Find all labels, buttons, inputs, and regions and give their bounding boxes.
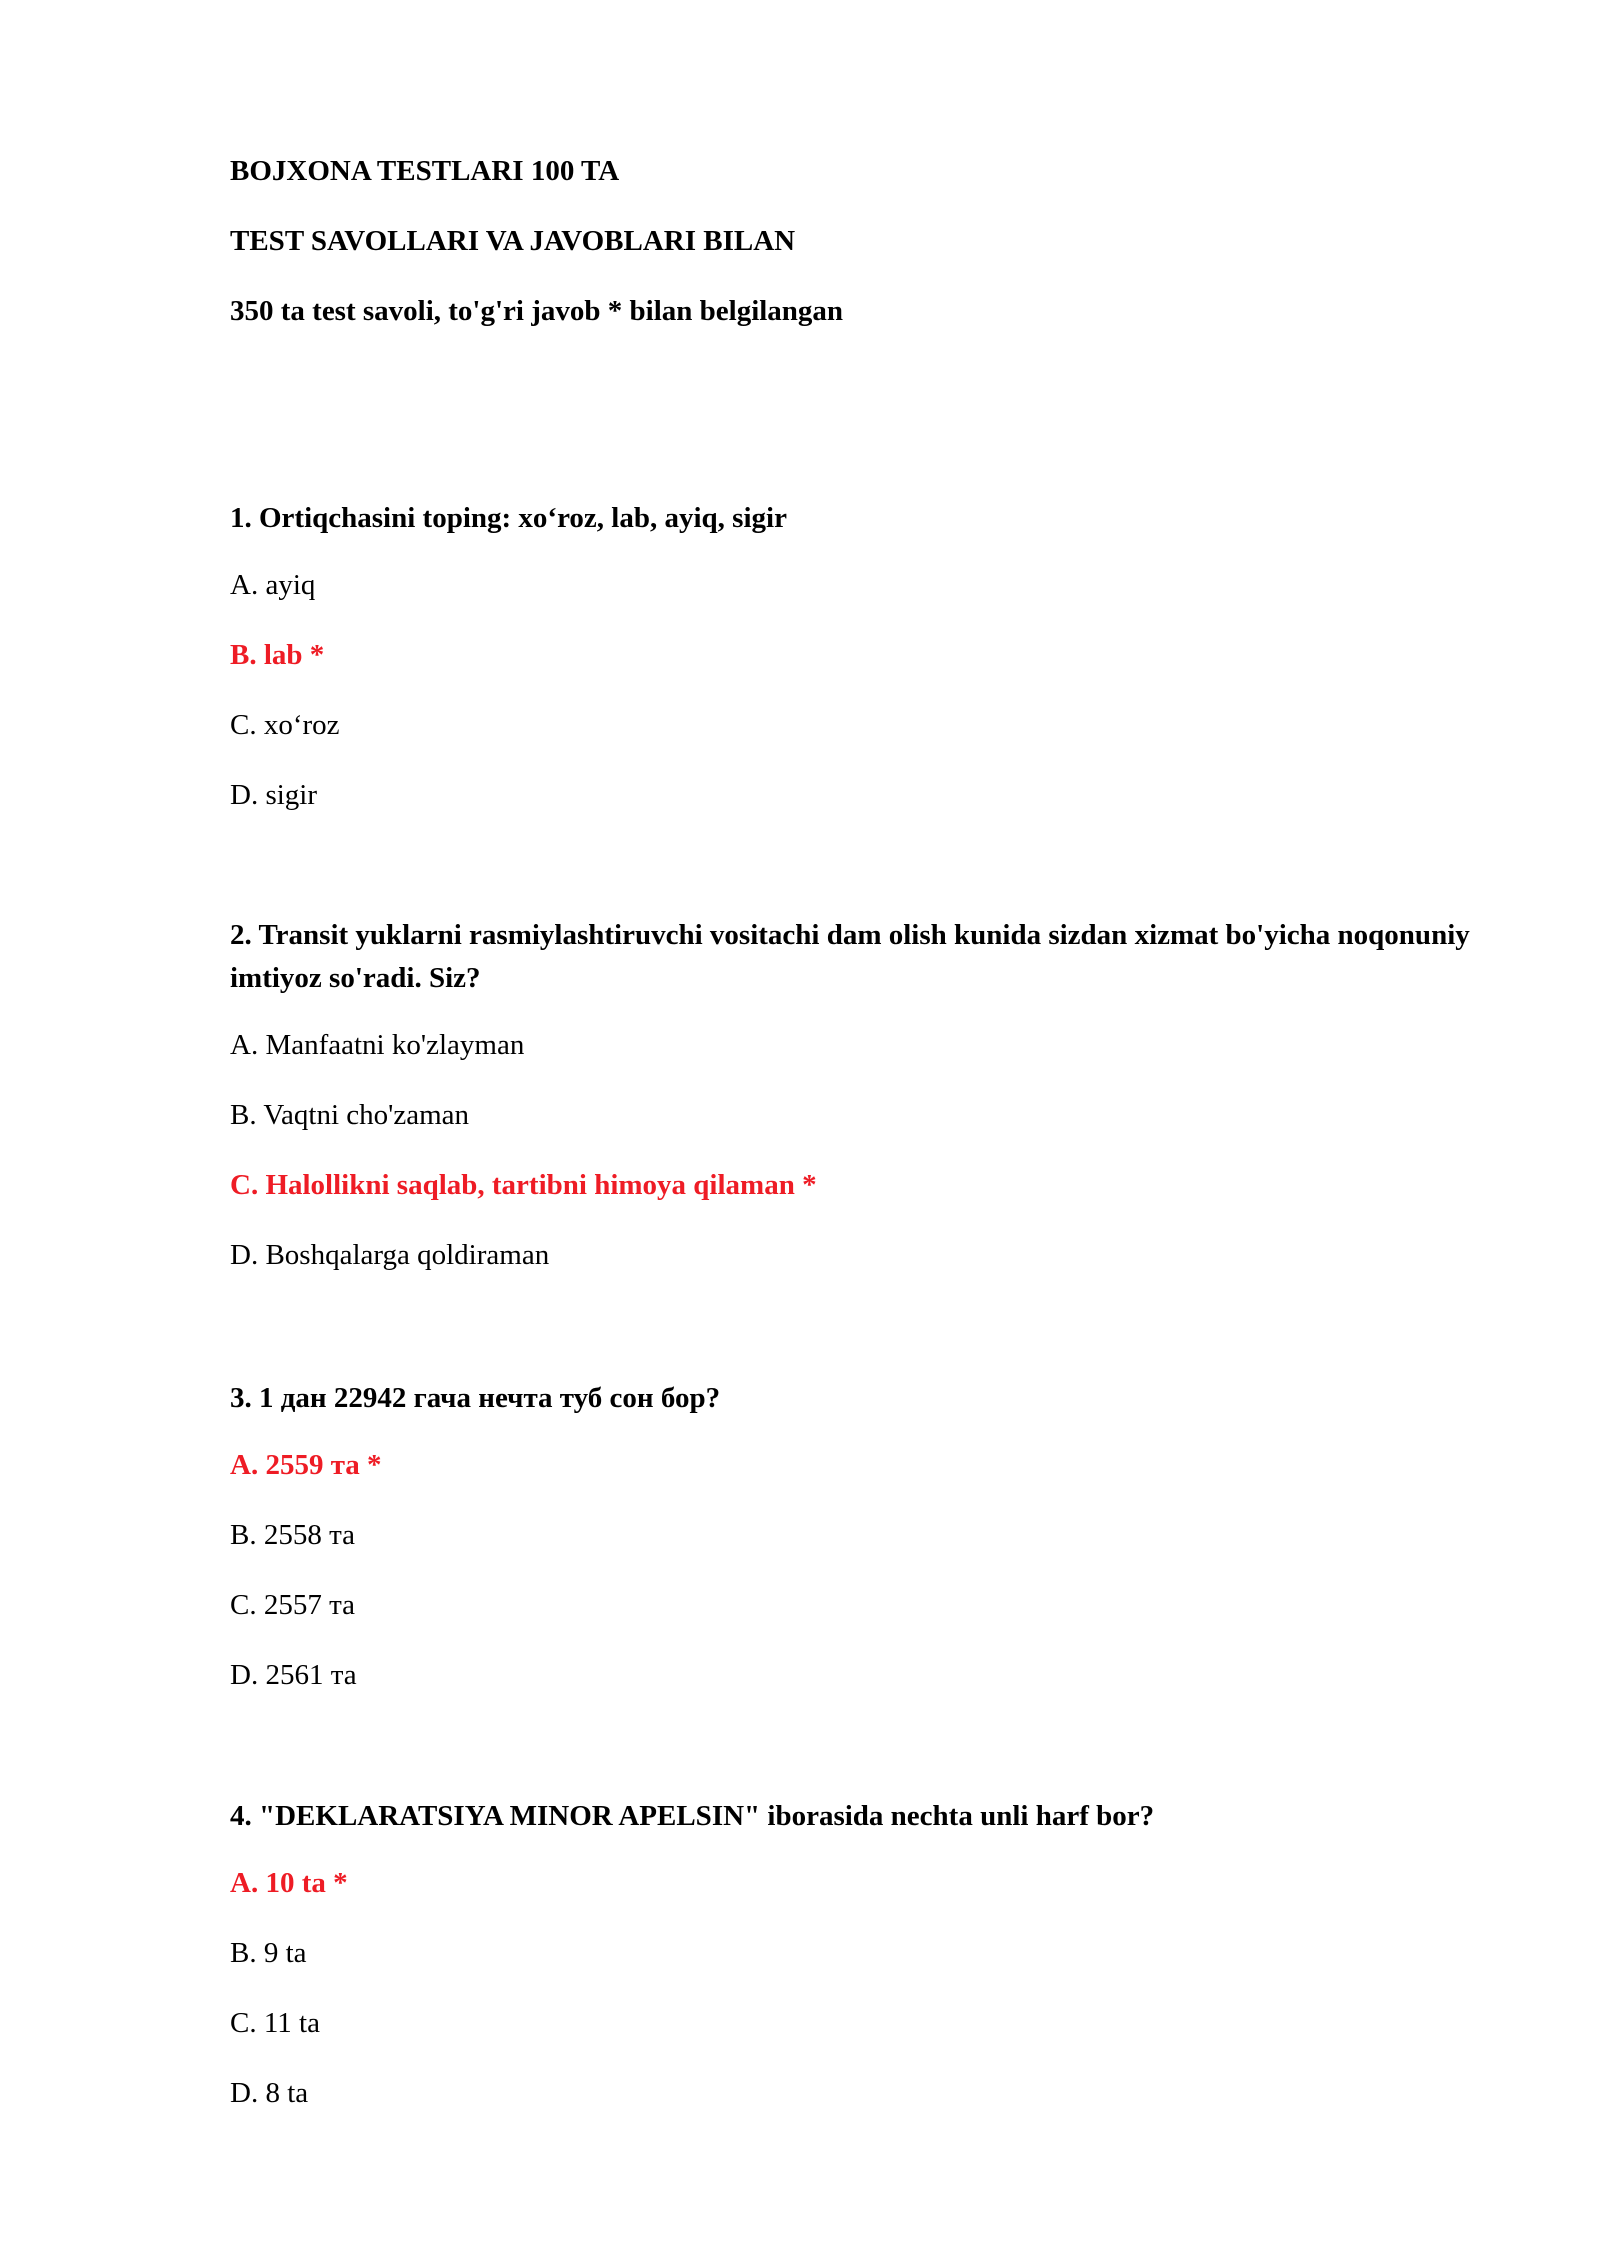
question-text: 3. 1 дан 22942 гача нечта туб сон бор?: [230, 1382, 721, 1414]
answer-option-c-correct: C. Halollikni saqlab, tartibni himoya qilaman *: [230, 1169, 817, 1201]
answer-option-a: A. Manfaatni ko'zlayman: [230, 1029, 525, 1061]
answer-option-d: D. 8 ta: [230, 2077, 309, 2109]
answer-option-d: D. Boshqalarga qoldiraman: [230, 1239, 550, 1271]
answer-option-a-correct: A. 2559 та *: [230, 1449, 382, 1481]
question-text: 4. "DEKLARATSIYA MINOR APELSIN" iborasida nechta unli harf bor?: [230, 1800, 1155, 1832]
answer-option-b: B. 2558 та: [230, 1519, 355, 1551]
question-1: [230, 497, 1490, 813]
question-3: [230, 1377, 1490, 1693]
document-subtitle: TEST SAVOLLARI VA JAVOBLARI BILAN: [230, 225, 796, 257]
answer-option-c: C. xo‘roz: [230, 709, 340, 741]
answer-option-c: C. 2557 та: [230, 1589, 355, 1621]
question-4: [230, 1795, 1490, 2111]
answer-option-a-correct: A. 10 ta *: [230, 1867, 348, 1899]
document-title: BOJXONA TESTLARI 100 TA: [230, 155, 620, 187]
answer-option-a: A. ayiq: [230, 569, 316, 601]
answer-option-b: B. 9 ta: [230, 1937, 307, 1969]
question-text: 2. Transit yuklarni rasmiylashtiruvchi vositachi dam olish kunida sizdan xizmat bo'yicha noqonuniy imtiyoz so'radi. Siz?: [230, 919, 1470, 994]
question-2: [230, 914, 1490, 1273]
question-text: 1. Ortiqchasini toping: xo‘roz, lab, ayiq, sigir: [230, 502, 787, 534]
answer-option-c: C. 11 ta: [230, 2007, 320, 2039]
answer-option-d: D. 2561 та: [230, 1659, 357, 1691]
answer-option-b-correct: B. lab *: [230, 639, 325, 671]
answer-option-b: B. Vaqtni cho'zaman: [230, 1099, 470, 1131]
document-note: 350 ta test savoli, to'g'ri javob * bilan belgilangan: [230, 295, 844, 327]
answer-option-d: D. sigir: [230, 779, 317, 811]
